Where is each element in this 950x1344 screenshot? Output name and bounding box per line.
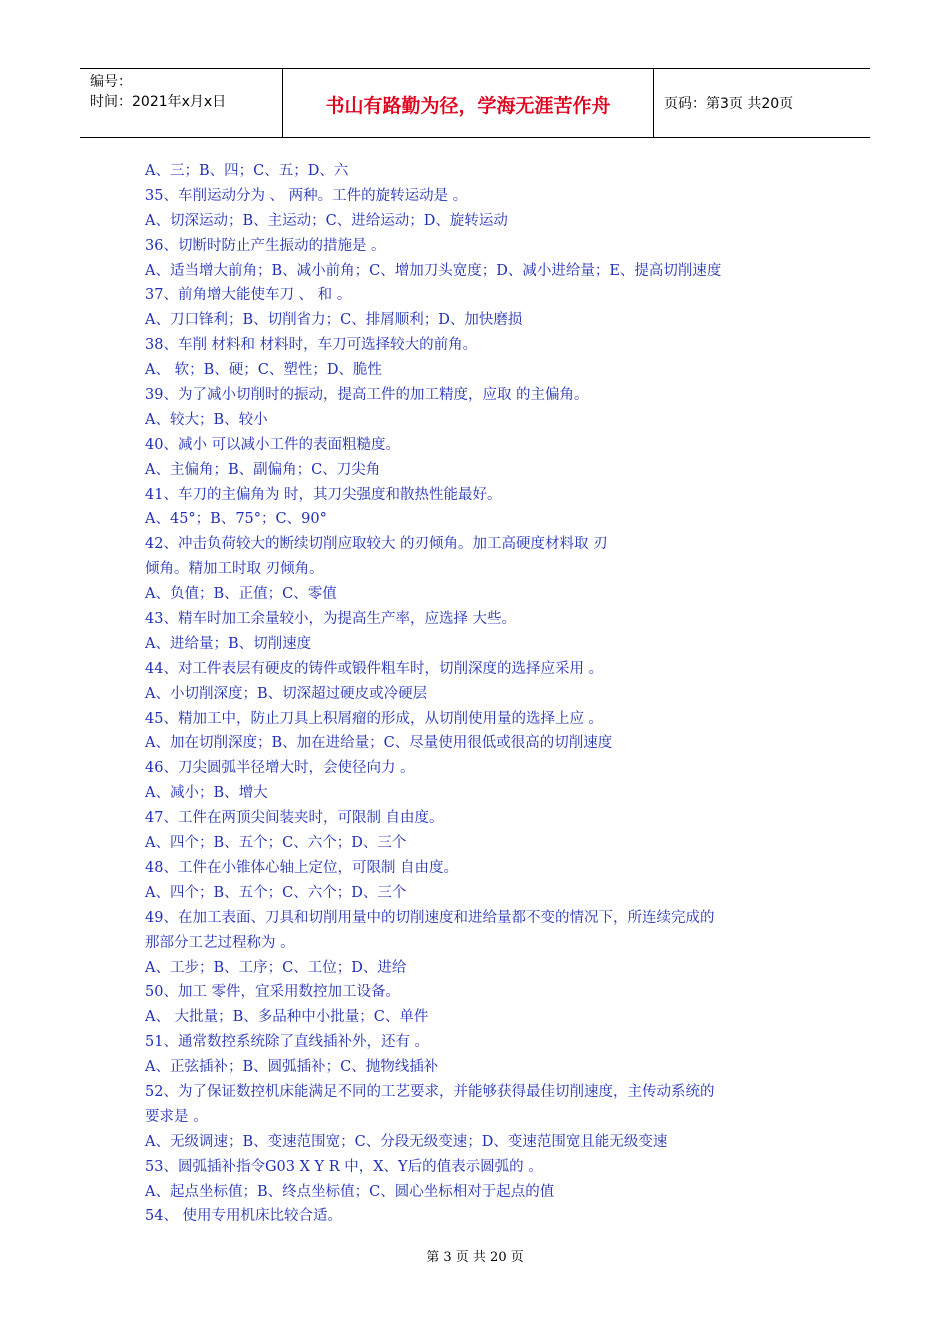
document-date-label: 时间：2021年x月x日: [90, 94, 227, 110]
text-line: A、加在切削深度；B、加在进给量；C、尽量使用很低或很高的切削速度: [145, 735, 613, 752]
text-line: 40、减小 可以减小工件的表面粗糙度。: [145, 436, 401, 453]
text-line: 35、车削运动分为 、 两种。工件的旋转运动是 。: [145, 187, 468, 204]
text-line: A、四个；B、五个；C、六个；D、三个: [145, 884, 407, 901]
text-line: 53、圆弧插补指令G03 X Y R 中，X、Y后的值表示圆弧的 。: [145, 1158, 543, 1175]
text-line: A、四个；B、五个；C、六个；D、三个: [145, 835, 407, 852]
text-line: 47、工件在两顶尖间装夹时，可限制 自由度。: [145, 810, 444, 827]
text-line: 36、切断时防止产生振动的措施是 。: [145, 237, 386, 254]
text-line: A、主偏角；B、副偏角；C、刀尖角: [145, 461, 381, 478]
text-line: 那部分工艺过程称为 。: [145, 934, 295, 951]
text-line: 倾角。精加工时取 刃倾角。: [145, 561, 324, 578]
text-line: A、小切削深度；B、切深超过硬皮或冷硬层: [145, 685, 428, 702]
text-line: 41、车刀的主偏角为 时，其刀尖强度和散热性能最好。: [145, 486, 502, 503]
text-line: A、进给量；B、切削速度: [145, 635, 312, 652]
text-line: A、正弦插补；B、圆弧插补；C、抛物线插补: [145, 1059, 439, 1076]
text-line: A、 软；B、硬；C、塑性；D、脆性: [145, 362, 382, 379]
text-line: A、刀口锋利；B、切削省力；C、排屑顺利；D、加快磨损: [145, 312, 523, 329]
header-middle-cell: [283, 69, 654, 137]
text-line: A、负值；B、正值；C、零值: [145, 586, 337, 603]
text-line: 45、精加工中，防止刀具上积屑瘤的形成，从切削使用量的选择上应 。: [145, 710, 604, 727]
text-line: A、切深运动；B、主运动；C、进给运动；D、旋转运动: [145, 212, 508, 229]
text-line: 52、为了保证数控机床能满足不同的工艺要求，并能够获得最佳切削速度，主传动系统的: [145, 1083, 715, 1100]
text-line: A、工步；B、工序；C、工位；D、进给: [145, 959, 407, 976]
header-right-cell: [654, 69, 870, 137]
text-line: 38、车削 材料和 材料时，车刀可选择较大的前角。: [145, 337, 478, 354]
text-line: A、较大；B、较小: [145, 411, 268, 428]
text-line: 50、加工 零件，宜采用数控加工设备。: [145, 984, 401, 1001]
text-line: 43、精车时加工余量较小，为提高生产率，应选择 大些。: [145, 611, 517, 628]
text-line: 51、通常数控系统除了直线插补外，还有 。: [145, 1034, 430, 1051]
text-line: 37、前角增大能使车刀 、 和 。: [145, 287, 352, 304]
text-line: A、无级调速；B、变速范围宽；C、分段无级变速；D、变速范围宽且能无级变速: [145, 1133, 668, 1150]
page-footer: 第 3 页 共 20 页: [426, 1250, 524, 1265]
text-line: 48、工件在小锥体心轴上定位，可限制 自由度。: [145, 859, 459, 876]
header-left-cell: [80, 69, 283, 137]
text-line: 42、冲击负荷较大的断续切削应取较大 的刃倾角。加工高硬度材料取 刃: [145, 536, 608, 553]
text-line: A、起点坐标值；B、终点坐标值；C、圆心坐标相对于起点的值: [145, 1183, 555, 1200]
text-line: 39、为了减小切削时的振动，提高工件的加工精度，应取 的主偏角。: [145, 387, 589, 404]
text-line: 46、刀尖圆弧半径增大时，会使径向力 。: [145, 760, 415, 777]
header-motto: 书山有路勤为径，学海无涯苦作舟: [325, 95, 611, 117]
text-line: A、适当增大前角；B、减小前角；C、增加刀头宽度；D、减小进给量；E、提高切削速度: [145, 262, 722, 279]
text-line: 要求是 。: [145, 1108, 208, 1125]
page-header: [80, 68, 870, 138]
text-line: A、三；B、四；C、五；D、六: [145, 163, 349, 179]
header-page-info: 页码：第3页 共20页: [664, 96, 794, 112]
text-line: A、45°；B、75°；C、90°: [145, 511, 327, 528]
question-list: [145, 159, 805, 1229]
document-number-label: 编号：: [90, 74, 132, 90]
text-line: 49、在加工表面、刀具和切削用量中的切削速度和进给量都不变的情况下，所连续完成的: [145, 909, 715, 926]
text-line: 54、 使用专用机床比较合适。: [145, 1208, 343, 1225]
text-line: 44、对工件表层有硬皮的铸件或锻件粗车时，切削深度的选择应采用 。: [145, 660, 604, 677]
text-line: A、 大批量；B、多品种中小批量；C、单件: [145, 1009, 429, 1026]
text-line: A、减小；B、增大: [145, 785, 268, 802]
